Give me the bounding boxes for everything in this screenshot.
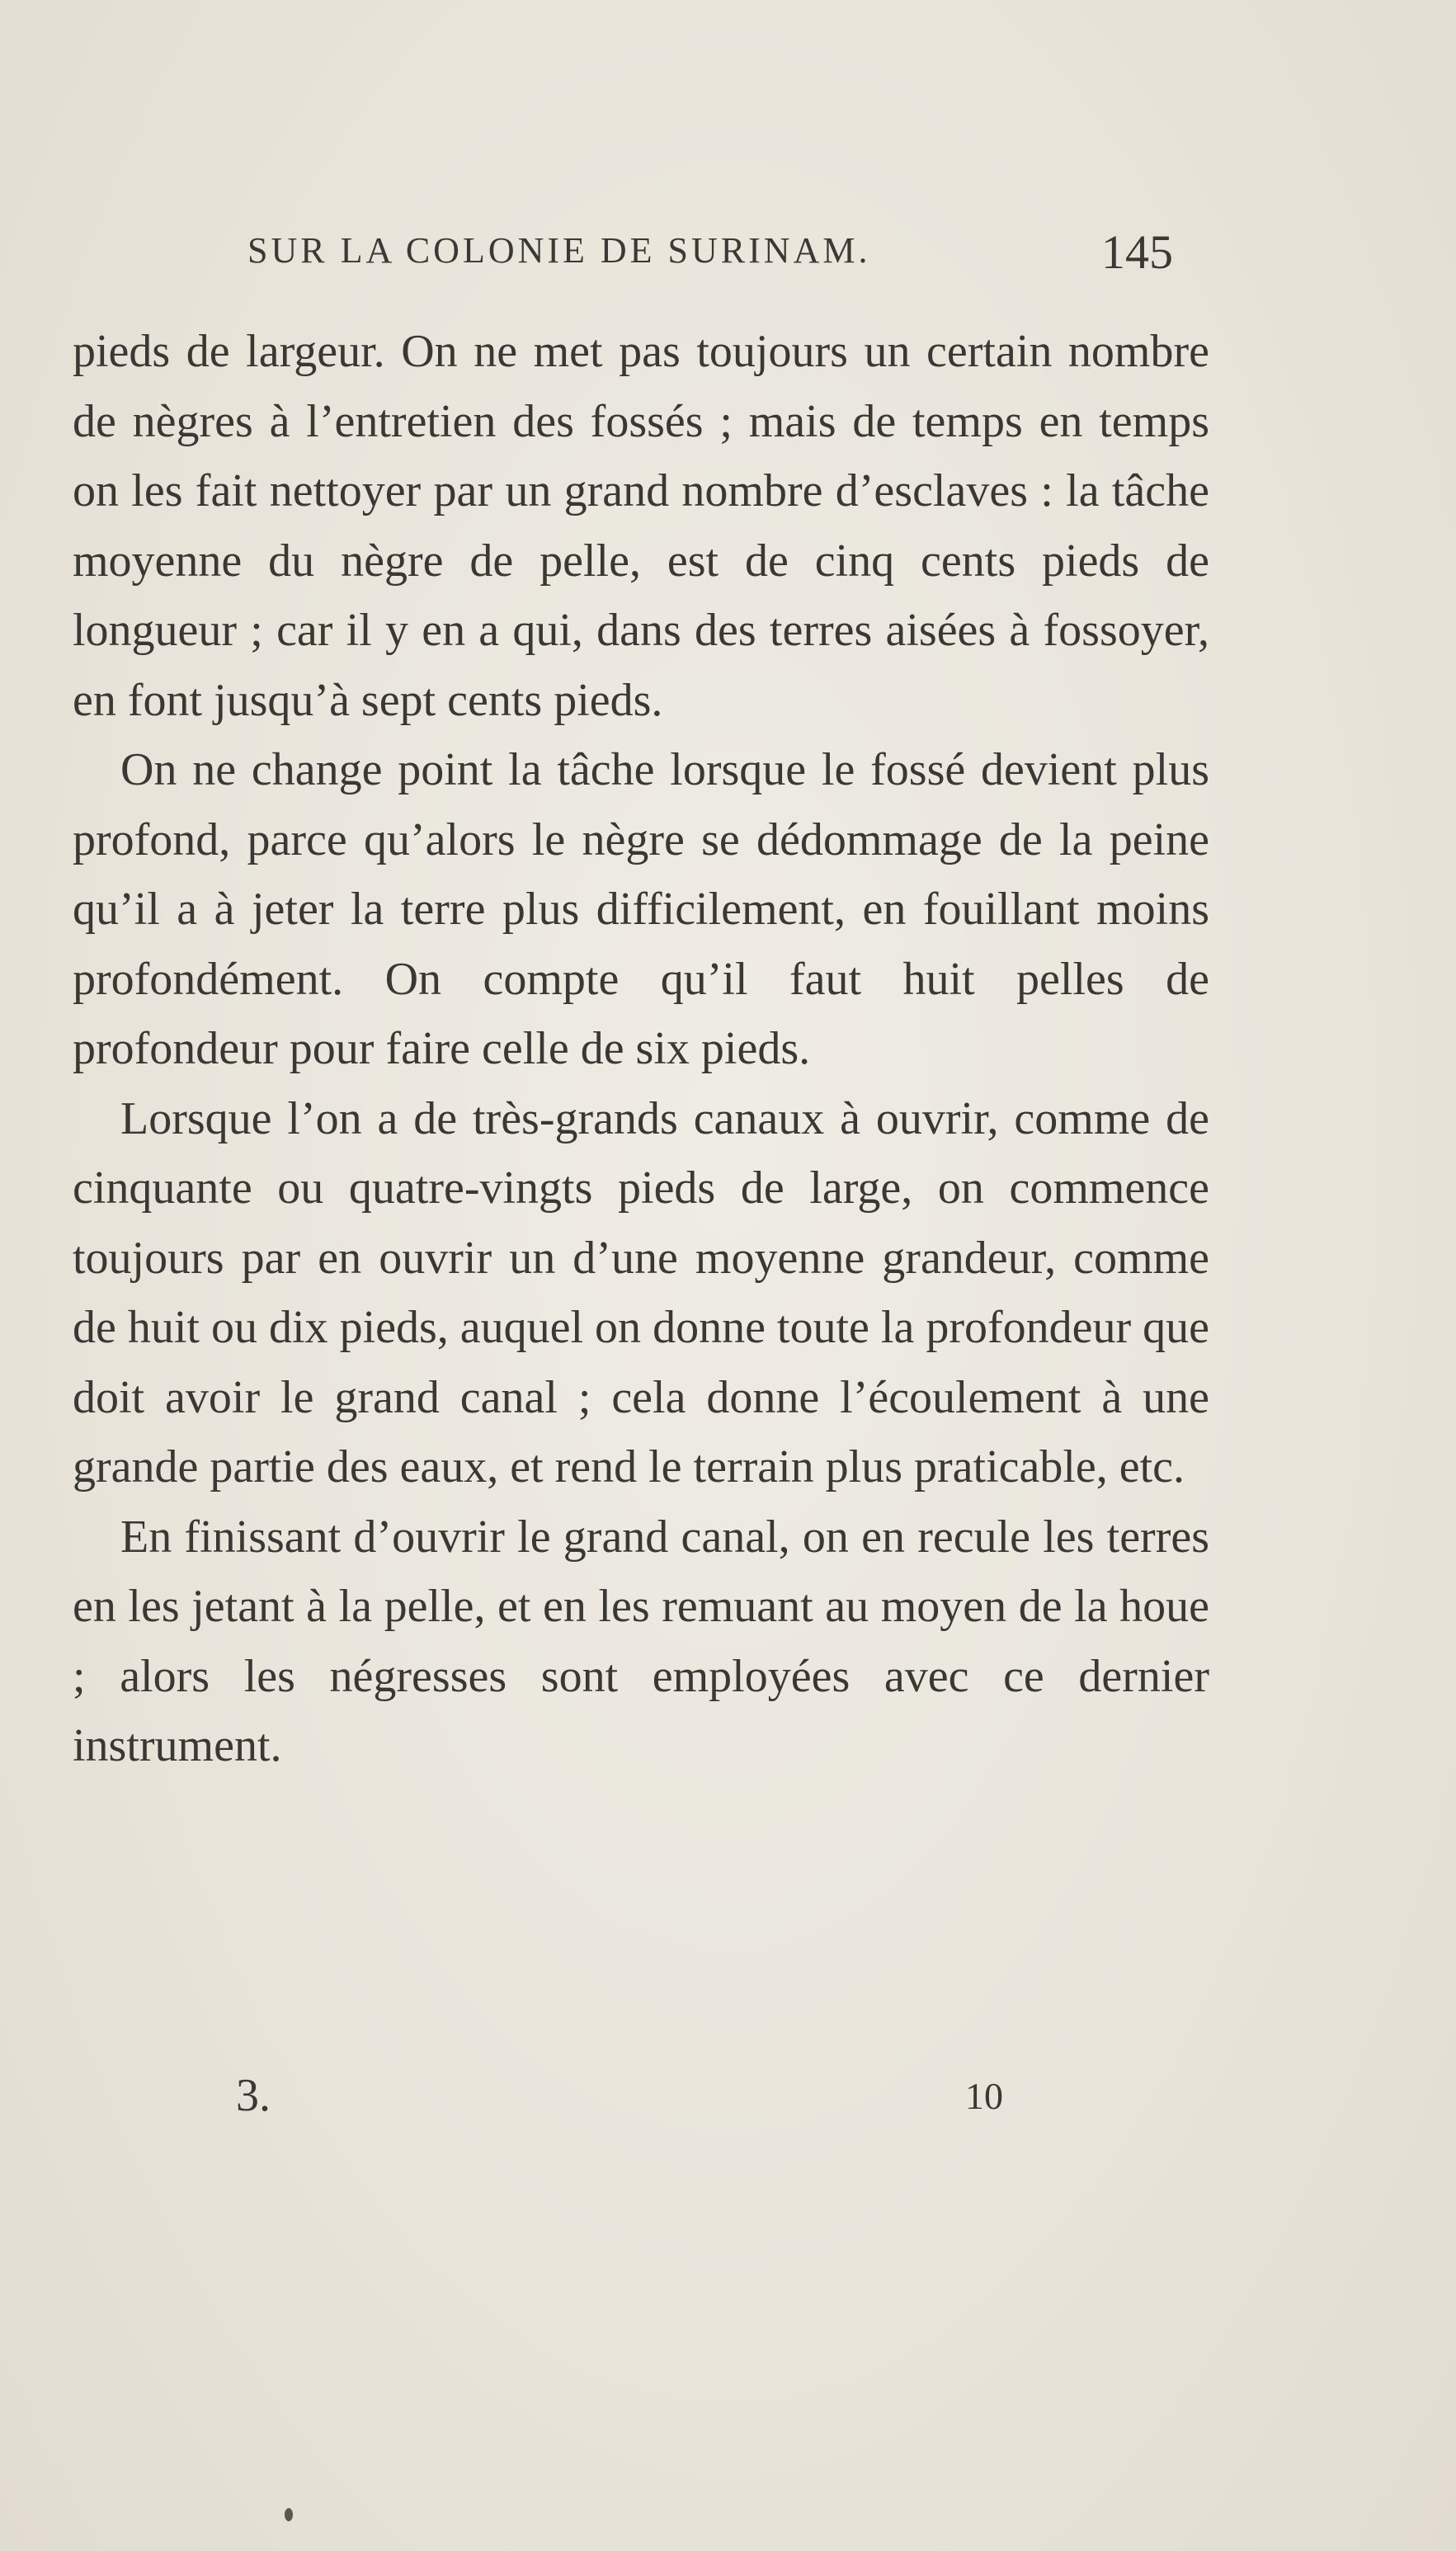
gathering-number: 10: [965, 2075, 1003, 2117]
paragraph-1: pieds de largeur. On ne met pas toujours un certain nombre de nègres à l’entretien des fossés ; mais de temps en temps on les fait nettoyer par un grand nombre d’esclaves : la tâche moyenne du nègre de pelle, est de cinq cents pieds de longueur ; car il y en a qui, dans des terres aisées à fossoyer, en font jusqu’à sept cents pieds.: [73, 326, 1209, 726]
running-title: SUR LA COLONIE DE SURINAM.: [247, 230, 871, 271]
paragraph-2: On ne change point la tâche lorsque le fossé devient plus profond, parce qu’alors le nègre se dédommage de la peine qu’il a à jeter la terre plus difficilement, en fouillant moins profondément. On compte qu’il faut huit pelles de profondeur pour faire celle de six pieds.: [73, 744, 1209, 1074]
signature-mark: 3.: [236, 2070, 271, 2121]
paragraph-4: En finissant d’ouvrir le grand canal, on en recule les terres en les jetant à la pelle, et en les remuant au moyen de la houe ; alors les négresses sont employées avec ce dernier instrument.: [73, 1511, 1209, 1771]
body-text: [73, 317, 1209, 1781]
ink-speck: [285, 2508, 293, 2521]
paragraph-3: Lorsque l’on a de très-grands canaux à ouvrir, comme de cinquante ou quatre-vingts pieds de large, on commence toujours par en ouvrir un d’une moyenne grandeur, comme de huit ou dix pieds, auquel on donne toute la profondeur que doit avoir le grand canal ; cela donne l’écoulement à une grande partie des eaux, et rend le terrain plus praticable, etc.: [73, 1092, 1209, 1492]
page-number: 145: [1101, 225, 1173, 279]
